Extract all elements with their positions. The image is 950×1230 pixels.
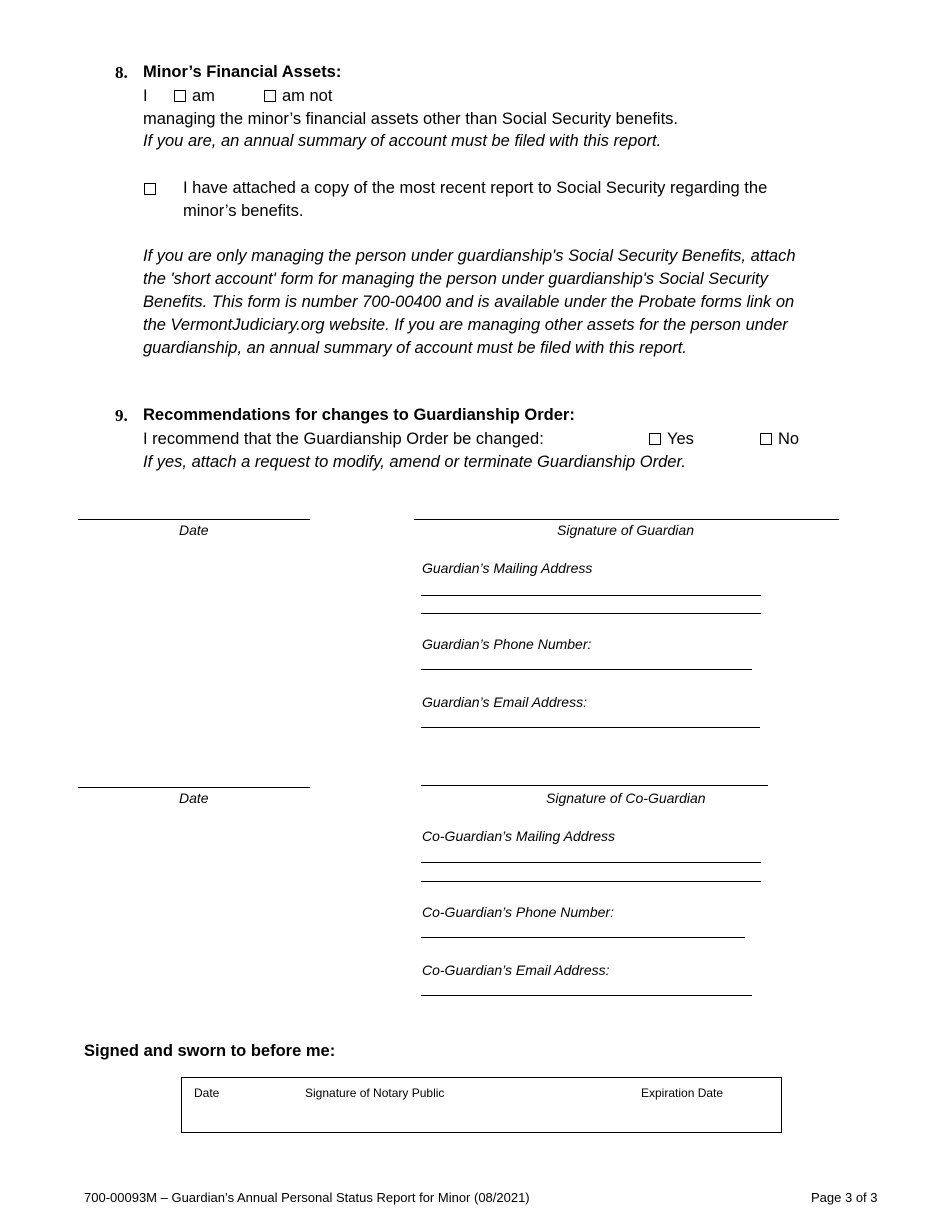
yes-option[interactable] [649, 430, 694, 449]
guardian-phone-line[interactable] [421, 669, 752, 670]
ss-report-text-line1: I have attached a copy of the most recent report to Social Security regarding the [183, 179, 768, 197]
coguardian-mailing-line-1[interactable] [421, 862, 761, 863]
section-9-number: 9. [115, 406, 128, 425]
am-checkbox[interactable] [174, 90, 186, 102]
guardian-date-label: Date [179, 522, 209, 538]
guardian-date-line[interactable] [78, 519, 310, 520]
no-label: No [778, 430, 800, 448]
coguardian-email-label: Co-Guardian’s Email Address: [422, 962, 610, 978]
yes-label: Yes [667, 430, 694, 448]
ss-report-checkbox[interactable] [144, 183, 156, 195]
no-checkbox[interactable] [760, 433, 772, 445]
ssb-instructions-line5: guardianship, an annual summary of account must be filed with this report. [143, 339, 687, 357]
notary-expiration-label: Expiration Date [641, 1086, 724, 1100]
am-not-option[interactable] [264, 87, 332, 106]
ssb-instructions-line1: If you are only managing the person under guardianship's Social Security Benefits, attach [143, 247, 796, 265]
guardian-signature-label: Signature of Guardian [557, 522, 694, 538]
guardian-mailing-line-2[interactable] [421, 613, 761, 614]
footer-page-number: Page 3 of 3 [811, 1190, 878, 1205]
managing-assets-text: managing the minor’s financial assets other than Social Security benefits. [143, 110, 679, 128]
footer-form-title: 700-00093M – Guardian’s Annual Personal Status Report for Minor (08/2021) [84, 1190, 530, 1205]
am-not-label: am not [282, 87, 333, 105]
ssb-instructions-line4: the VermontJudiciary.org website. If you are managing other assets for the person under [143, 316, 788, 334]
section-8-title: Minor’s Financial Assets: [143, 63, 342, 81]
section-8-number: 8. [115, 63, 128, 82]
notary-heading: Signed and sworn to before me: [84, 1042, 336, 1060]
coguardian-signature-label: Signature of Co-Guardian [546, 790, 706, 806]
coguardian-date-label: Date [179, 790, 209, 806]
ss-report-text-line2: minor’s benefits. [183, 202, 304, 220]
coguardian-email-line[interactable] [421, 995, 752, 996]
notary-date-label: Date [194, 1086, 220, 1100]
coguardian-mailing-label: Co-Guardian’s Mailing Address [422, 828, 615, 844]
coguardian-date-line[interactable] [78, 787, 310, 788]
i-label: I [143, 87, 148, 105]
ssb-instructions-line3: Benefits. This form is number 700-00400 and is available under the Probate forms link on [143, 293, 795, 311]
am-not-checkbox[interactable] [264, 90, 276, 102]
ss-report-checkbox-wrap[interactable] [144, 181, 162, 199]
notary-signature-label: Signature of Notary Public [305, 1086, 445, 1100]
coguardian-mailing-line-2[interactable] [421, 881, 761, 882]
section-9-title: Recommendations for changes to Guardianship Order: [143, 406, 575, 424]
coguardian-phone-line[interactable] [421, 937, 745, 938]
ssb-instructions-line2: the 'short account' form for managing the person under guardianship's Social Security [143, 270, 768, 288]
am-option[interactable] [174, 87, 215, 106]
am-label: am [192, 87, 215, 105]
notary-box[interactable] [181, 1077, 782, 1133]
guardian-email-line[interactable] [421, 727, 760, 728]
guardian-mailing-label: Guardian’s Mailing Address [422, 560, 593, 576]
recommend-text: I recommend that the Guardianship Order be changed: [143, 430, 544, 448]
coguardian-phone-label: Co-Guardian’s Phone Number: [422, 904, 614, 920]
modify-order-note: If yes, attach a request to modify, amend or terminate Guardianship Order. [143, 453, 686, 471]
no-option[interactable] [760, 430, 799, 449]
guardian-email-label: Guardian’s Email Address: [422, 694, 587, 710]
coguardian-signature-line[interactable] [421, 785, 768, 786]
guardian-mailing-line-1[interactable] [421, 595, 761, 596]
guardian-signature-line[interactable] [414, 519, 839, 520]
annual-summary-note: If you are, an annual summary of account must be filed with this report. [143, 132, 662, 150]
yes-checkbox[interactable] [649, 433, 661, 445]
guardian-phone-label: Guardian’s Phone Number: [422, 636, 592, 652]
